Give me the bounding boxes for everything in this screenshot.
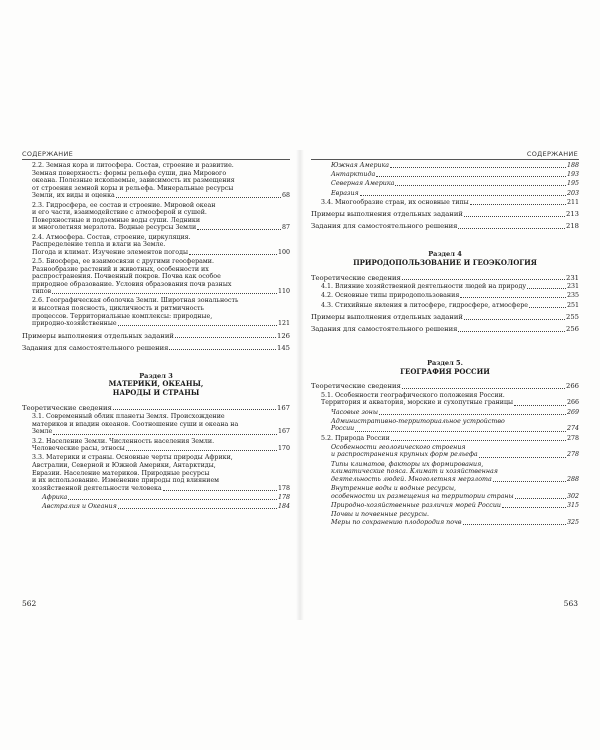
toc-entry: [32, 413, 290, 436]
toc-entry: [32, 234, 290, 257]
toc-entry-last-line: [331, 180, 579, 188]
toc-entry-last-line: [311, 222, 579, 230]
toc-entry-text-line: 4.3. Стихийные явления в литосфере, гидросфере, атмосфере: [321, 301, 528, 309]
toc-entry-last-line: [331, 171, 579, 179]
toc-entry: [331, 180, 579, 188]
toc-page-number: 266: [566, 382, 579, 391]
toc-entry-text-line: 3.3. Материки и страны. Основные черты природы Африки,: [32, 454, 233, 462]
toc-entry-last-line: [32, 224, 290, 232]
toc-entry-text-line: Человеческие расы, этносы: [32, 445, 125, 453]
header-rule-left: [22, 159, 290, 160]
section-title-line: ГЕОГРАФИЯ РОССИИ: [400, 366, 490, 376]
section-number: Раздел 5.: [427, 359, 463, 368]
toc-entry-text-line: России: [331, 425, 355, 433]
dot-leader: [118, 325, 277, 326]
toc-page-number: 68: [281, 192, 290, 200]
toc-entry-text-line: Распределение тепла и влаги на Земле.: [32, 241, 166, 249]
toc-page-number: 188: [566, 162, 579, 169]
toc-entry-last-line: [32, 320, 290, 328]
toc-entry-text-line: климатические пояса. Климат и хозяйственная: [331, 468, 498, 476]
dot-leader: [355, 431, 566, 432]
toc-entry: [32, 297, 290, 327]
toc-entry-text-line: природно-хозяйственные: [32, 320, 117, 328]
dot-leader: [395, 185, 566, 186]
toc-entry-text-line: Задания для самостоятельного решения: [311, 325, 458, 334]
toc-entry: [331, 485, 579, 500]
dot-leader: [464, 216, 565, 217]
toc-entry-text-line: 5.1. Особенности географического положения России.: [321, 391, 505, 399]
toc-entry-text-line: и их использование. Изменение природы под влиянием: [32, 477, 220, 485]
dot-leader: [197, 229, 281, 230]
toc-entry-text-line: хозяйственной деятельности человека: [32, 484, 162, 492]
toc-entry-text-line: 4.1. Влияние хозяйственной деятельности людей на природу: [321, 283, 527, 291]
toc-page-number: 278: [566, 434, 579, 442]
toc-entry: [311, 313, 579, 321]
toc-entry: [311, 382, 579, 390]
toc-entry-text-line: природное образование. Условия образования почв разных: [32, 280, 232, 288]
toc-entry-text-line: Задания для самостоятельного решения: [22, 343, 169, 352]
toc-entry-last-line: [331, 451, 579, 459]
toc-page-number: 266: [566, 399, 579, 407]
toc-entry: [331, 418, 579, 433]
toc-entry-text-line: Евразия: [331, 189, 359, 197]
toc-page-number: 178: [277, 493, 290, 501]
toc-entry-text-line: Земная поверхность: формы рельефа суши, дна Мирового: [32, 169, 227, 177]
toc-entry-last-line: [32, 485, 290, 493]
toc-entry: [321, 199, 579, 207]
toc-entry: [321, 392, 579, 407]
toc-page-number: 203: [566, 189, 579, 197]
page-number-right: 563: [563, 599, 578, 608]
toc-entry-text-line: Примеры выполнения отдельных заданий: [311, 313, 463, 322]
toc-page-number: 178: [277, 484, 290, 492]
toc-entry-text-line: Евразии. Население материков. Природные ресурсы: [32, 469, 210, 477]
toc-list-section-3: [22, 404, 290, 511]
toc-page-number: 121: [277, 320, 290, 328]
toc-entry-text-line: Задания для самостоятельного решения: [311, 222, 458, 231]
toc-entry-text-line: и высотная поясность, цикличность и ритмичность: [32, 305, 204, 313]
dot-leader: [379, 414, 566, 415]
toc-entry-last-line: [321, 283, 579, 291]
toc-entry-text-line: от строения земной коры и рельефа. Минеральные ресурсы: [32, 184, 234, 192]
toc-entry-text-line: Земли, их виды и оценка: [32, 192, 115, 200]
toc-page-number: 274: [566, 425, 579, 433]
toc-entry-last-line: [311, 210, 579, 218]
dot-leader: [402, 279, 565, 280]
dot-leader: [376, 176, 566, 177]
toc-entry-last-line: [331, 190, 579, 198]
toc-entry-text-line: процессов. Территориальные комплексы: природные,: [32, 312, 213, 320]
dot-leader: [390, 167, 566, 168]
toc-entry-text-line: 5.2. Природа России: [321, 434, 390, 442]
toc-entry: [311, 325, 579, 333]
book-gutter-shadow: [296, 150, 304, 620]
toc-page-number: 231: [566, 273, 579, 282]
section-5-heading: [311, 359, 579, 376]
toc-entry-text-line: 2.4. Атмосфера. Состав, строение, циркуляция.: [32, 233, 191, 241]
toc-entry-text-line: Земле: [32, 428, 53, 436]
toc-entry-text-line: Северная Америка: [331, 180, 395, 188]
dot-leader: [52, 293, 277, 294]
toc-page-number: 195: [566, 180, 579, 188]
toc-entry: [331, 190, 579, 198]
toc-entry-text-line: типов: [32, 288, 52, 296]
toc-page-number: 87: [281, 224, 290, 232]
toc-entry-text-line: материков и впадин океанов. Соотношение суши и океана на: [32, 420, 239, 428]
toc-page-number: 110: [277, 288, 290, 296]
toc-entry: [32, 162, 290, 200]
toc-entry-last-line: [22, 344, 290, 352]
toc-entry: [42, 494, 290, 502]
toc-entry: [331, 444, 579, 459]
section-4-heading: [311, 250, 579, 267]
toc-entry: [32, 202, 290, 232]
toc-entry-text-line: Типы климатов, факторы их формирования,: [331, 460, 484, 468]
right-page-toc: [311, 162, 579, 528]
toc-entry-text-line: Меры по сохранению плодородия почв: [331, 518, 462, 526]
toc-entry-last-line: [32, 192, 290, 200]
toc-page-number: 126: [277, 331, 290, 340]
toc-entry-text-line: 2.5. Биосфера, ее взаимосвязи с другими геосферами.: [32, 257, 214, 265]
dot-leader: [493, 481, 566, 482]
toc-page-number: 251: [566, 301, 579, 309]
toc-page-number: 325: [566, 518, 579, 526]
toc-entry: [32, 258, 290, 296]
toc-entry: [331, 502, 579, 510]
toc-page-number: 315: [566, 501, 579, 509]
toc-entry: [331, 511, 579, 526]
dot-leader: [529, 307, 566, 308]
toc-entry-text-line: распространения. Почвенный покров. Почва как особое: [32, 273, 221, 281]
toc-entry: [331, 171, 579, 179]
header-rule-right: [311, 159, 579, 160]
toc-entry-last-line: [321, 399, 579, 407]
section-number: Раздел 4: [428, 250, 462, 259]
dot-leader: [68, 499, 277, 500]
toc-page-number: 218: [566, 222, 579, 231]
toc-page-number: 184: [277, 503, 290, 511]
toc-entry: [42, 503, 290, 511]
toc-entry-text-line: и распространения крупных форм рельефа: [331, 451, 478, 459]
toc-entry: [311, 210, 579, 218]
toc-entry-text-line: Административно-территориальное устройство: [331, 417, 505, 425]
toc-entry-text-line: 2.3. Гидросфера, ее состав и строение. Мировой океан: [32, 201, 216, 209]
toc-entry-last-line: [311, 313, 579, 321]
toc-entry-text-line: океана. Полезные ископаемые, зависимость их размещения: [32, 177, 235, 185]
toc-entry-text-line: 3.2. Население Земли. Численность населения Земли.: [32, 437, 215, 445]
toc-entry-text-line: Австралия и Океания: [42, 503, 117, 511]
dot-leader: [189, 254, 277, 255]
toc-page-number: 213: [566, 210, 579, 219]
toc-entry-last-line: [331, 493, 579, 501]
toc-page-number: 211: [566, 198, 579, 206]
toc-entry: [321, 302, 579, 310]
toc-entry-last-line: [321, 302, 579, 310]
toc-page-number: 145: [277, 343, 290, 352]
section-title-line: ПРИРОДОПОЛЬЗОВАНИЕ И ГЕОЭКОЛОГИЯ: [353, 257, 537, 267]
dot-leader: [502, 507, 566, 508]
toc-entry: [22, 344, 290, 352]
toc-entry-text-line: 2.6. Географическая оболочка Земли. Широтная зональность: [32, 297, 239, 305]
toc-entry-last-line: [22, 332, 290, 340]
dot-leader: [464, 319, 565, 320]
toc-entry-last-line: [42, 503, 290, 511]
dot-leader: [458, 331, 565, 332]
dot-leader: [458, 228, 565, 229]
toc-entry: [331, 409, 579, 417]
toc-entry: [311, 274, 579, 282]
toc-entry-last-line: [331, 425, 579, 433]
dot-leader: [463, 524, 566, 525]
toc-entry-text-line: 2.2. Земная кора и литосфера. Состав, строение и развитие.: [32, 162, 234, 169]
running-head-right: СОДЕРЖАНИЕ: [526, 150, 578, 158]
toc-entry-last-line: [311, 274, 579, 282]
section-title-line: МАТЕРИКИ, ОКЕАНЫ,: [108, 379, 204, 389]
toc-list-section-3-cont: [311, 162, 579, 230]
toc-entry-last-line: [22, 404, 290, 412]
toc-entry-text-line: Природно-хозяйственные различия морей России: [331, 501, 501, 509]
toc-page-number: 269: [566, 408, 579, 416]
toc-entry-text-line: особенности их размещения на территории страны: [331, 492, 514, 500]
dot-leader: [460, 297, 566, 298]
toc-entry-text-line: Теоретические сведения: [311, 273, 401, 282]
dot-leader: [126, 450, 277, 451]
toc-entry-last-line: [321, 435, 579, 443]
toc-entry-text-line: 3.4. Многообразие стран, их основные типы: [321, 198, 469, 206]
toc-entry-text-line: Теоретические сведения: [22, 403, 112, 412]
toc-entry-text-line: Внутренние воды и водные ресурсы,: [331, 484, 456, 492]
dot-leader: [163, 490, 277, 491]
toc-entry: [321, 292, 579, 300]
toc-page-number: 170: [277, 445, 290, 453]
toc-entry-last-line: [321, 199, 579, 207]
toc-page-number: 193: [566, 171, 579, 179]
toc-list-section-2: [22, 162, 290, 352]
toc-entry-text-line: Южная Америка: [331, 162, 390, 169]
toc-page-number: 167: [277, 428, 290, 436]
dot-leader: [527, 288, 566, 289]
toc-entry-last-line: [321, 292, 579, 300]
running-head-left: СОДЕРЖАНИЕ: [22, 150, 74, 158]
toc-entry-last-line: [32, 428, 290, 436]
toc-entry-text-line: деятельность людей. Многолетняя мерзлота: [331, 475, 492, 483]
toc-entry-text-line: Территория и акватория, морские и сухопутные границы: [321, 399, 514, 407]
toc-entry: [22, 404, 290, 412]
dot-leader: [53, 434, 277, 435]
toc-page-number: 255: [566, 313, 579, 322]
dot-leader: [113, 409, 276, 410]
dot-leader: [169, 349, 276, 350]
toc-entry-text-line: Разнообразие растений и животных, особенности их: [32, 265, 209, 273]
toc-entry-last-line: [331, 476, 579, 484]
toc-list-section-5: [311, 382, 579, 526]
section-title-line: НАРОДЫ И СТРАНЫ: [112, 388, 200, 398]
toc-page-number: 288: [566, 475, 579, 483]
toc-entry-text-line: Теоретические сведения: [311, 382, 401, 391]
toc-entry: [32, 454, 290, 492]
section-number: Раздел 3: [139, 371, 173, 380]
toc-entry-text-line: Антарктида: [331, 171, 376, 179]
dot-leader: [402, 388, 565, 389]
toc-entry-text-line: Почвы и почвенные ресурсы.: [331, 510, 429, 518]
toc-list-section-4: [311, 274, 579, 334]
dot-leader: [391, 440, 566, 441]
toc-entry-text-line: Примеры выполнения отдельных заданий: [311, 210, 463, 219]
dot-leader: [116, 197, 281, 198]
toc-entry-text-line: Погода и климат. Изучение элементов погоды: [32, 248, 188, 256]
toc-entry: [311, 222, 579, 230]
toc-entry-text-line: 4.2. Основные типы природопользования: [321, 292, 460, 300]
toc-entry: [331, 162, 579, 170]
toc-entry-text-line: Австралии, Северной и Южной Америки, Антарктиды,: [32, 461, 216, 469]
toc-entry-text-line: Примеры выполнения отдельных заданий: [22, 331, 174, 340]
dot-leader: [118, 508, 277, 509]
dot-leader: [514, 405, 566, 406]
dot-leader: [470, 204, 566, 205]
toc-entry: [321, 435, 579, 443]
toc-entry: [331, 461, 579, 484]
toc-entry-last-line: [311, 325, 579, 333]
toc-entry-text-line: 3.1. Современный облик планеты Земля. Происхождение: [32, 413, 225, 421]
toc-page-number: 167: [277, 403, 290, 412]
toc-entry-last-line: [32, 249, 290, 257]
toc-entry-text-line: Поверхностные и подземные воды суши. Ледники: [32, 216, 201, 224]
toc-page-number: 235: [566, 292, 579, 300]
toc-entry-last-line: [331, 162, 579, 170]
toc-entry: [321, 283, 579, 291]
left-page-toc: [22, 162, 290, 512]
toc-entry-text-line: Часовые зоны: [331, 408, 378, 416]
toc-entry-last-line: [331, 409, 579, 417]
toc-entry-text-line: и многолетняя мерзлота. Водные ресурсы Земли: [32, 224, 197, 232]
toc-entry-last-line: [331, 519, 579, 527]
toc-entry-last-line: [32, 288, 290, 296]
page-number-left: 562: [22, 599, 37, 608]
toc-entry-last-line: [32, 445, 290, 453]
toc-entry: [22, 332, 290, 340]
toc-entry-last-line: [311, 382, 579, 390]
dot-leader: [175, 337, 276, 338]
toc-entry-text-line: и его части, взаимодействие с атмосферой и сушей.: [32, 209, 207, 217]
toc-page-number: 256: [566, 325, 579, 334]
toc-entry-text-line: Особенности геологического строения: [331, 443, 466, 451]
dot-leader: [360, 195, 566, 196]
toc-entry: [32, 438, 290, 453]
dot-leader: [479, 457, 566, 458]
toc-entry-last-line: [331, 502, 579, 510]
toc-entry-text-line: Африка: [42, 493, 68, 501]
toc-page-number: 100: [277, 248, 290, 256]
toc-page-number: 302: [566, 492, 579, 500]
toc-entry-last-line: [42, 494, 290, 502]
dot-leader: [515, 498, 566, 499]
toc-page-number: 278: [566, 451, 579, 459]
section-3-heading: [22, 372, 290, 398]
toc-page-number: 231: [566, 283, 579, 291]
